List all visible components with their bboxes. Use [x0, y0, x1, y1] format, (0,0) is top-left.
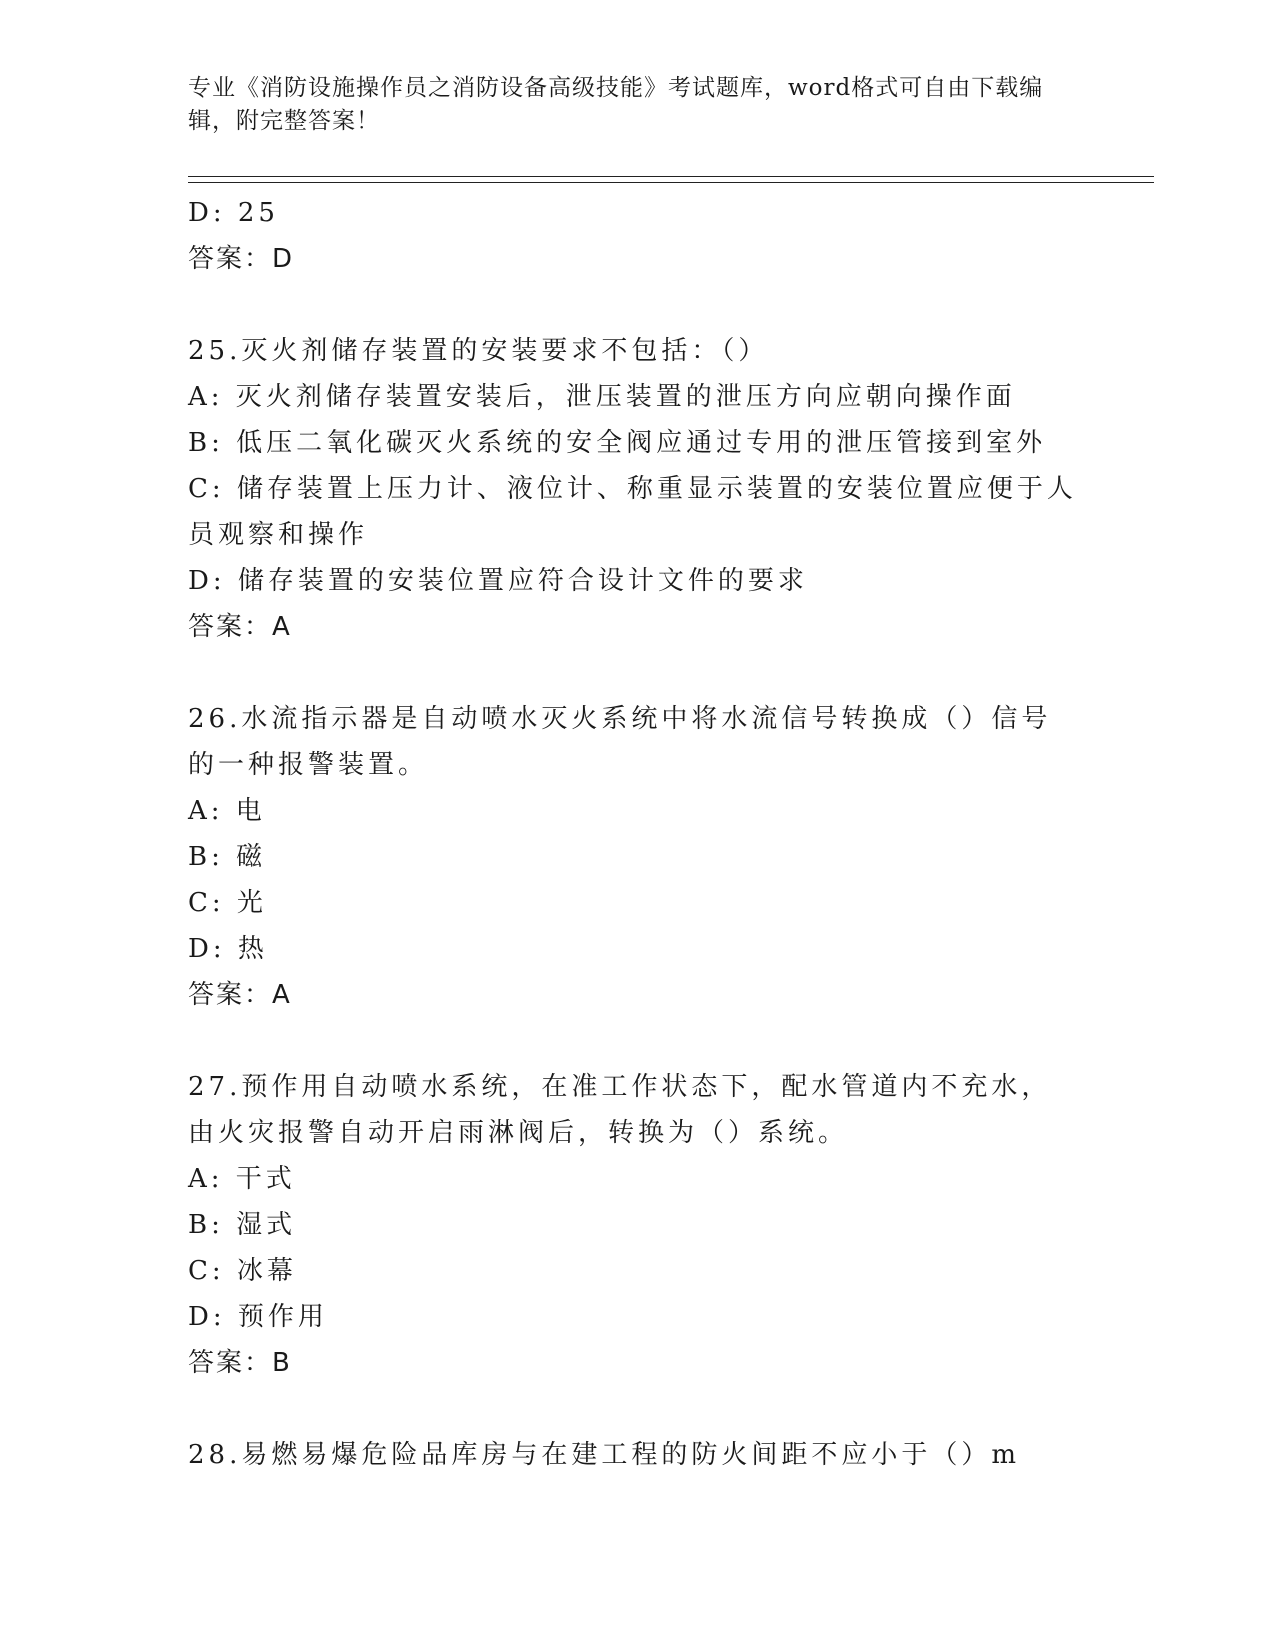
option-a: A: 电 [188, 796, 266, 826]
option-a: A: 灭火剂储存装置安装后，泄压装置的泄压方向应朝向操作面 [188, 382, 1016, 412]
option-b: B: 低压二氧化碳灭火系统的安全阀应通过专用的泄压管接到室外 [188, 428, 1047, 458]
spacer [188, 1386, 1078, 1432]
document-header: 专业《消防设施操作员之消防设备高级技能》考试题库，word格式可自由下载编辑，附完整答案！ [188, 75, 1044, 134]
option-d: D: 储存装置的安装位置应符合设计文件的要求 [188, 566, 808, 596]
spacer [188, 282, 1078, 328]
question-block [188, 328, 1078, 650]
question-stem: 28.易燃易爆危险品库房与在建工程的防火间距不应小于（）m [188, 1440, 1021, 1470]
option-a: A: 干式 [188, 1164, 296, 1194]
question-block [188, 1432, 1078, 1478]
answer-line: 答案：A [188, 980, 292, 1010]
question-list [188, 190, 1078, 1478]
question-stem: 26.水流指示器是自动喷水灭火系统中将水流信号转换成（）信号的一种报警装置。 [188, 704, 1052, 780]
question-stem: 27.预作用自动喷水系统，在准工作状态下，配水管道内不充水，由火灾报警自动开启雨淋阀后，转换为（）系统。 [188, 1072, 1052, 1148]
question-block [188, 696, 1078, 1018]
spacer [188, 650, 1078, 696]
option-c: C: 光 [188, 888, 267, 918]
question-stem: 25.灭火剂储存装置的安装要求不包括：（） [188, 336, 769, 366]
option-b: B: 磁 [188, 842, 267, 872]
option-c: C: 储存装置上压力计、液位计、称重显示装置的安装位置应便于人员观察和操作 [188, 474, 1077, 550]
answer-line: 答案：D [188, 244, 295, 274]
option-b: B: 湿式 [188, 1210, 297, 1240]
answer-line: 答案：A [188, 612, 292, 642]
header-divider-bottom [188, 182, 1154, 183]
option-d: D: 热 [188, 934, 268, 964]
option-d: D: 预作用 [188, 1302, 328, 1332]
option-c: C: 冰幕 [188, 1256, 297, 1286]
option-d: D: 25 [188, 198, 279, 228]
answer-line: 答案：B [188, 1348, 292, 1378]
spacer [188, 1018, 1078, 1064]
header-divider-top [188, 176, 1154, 177]
question-block [188, 1064, 1078, 1386]
